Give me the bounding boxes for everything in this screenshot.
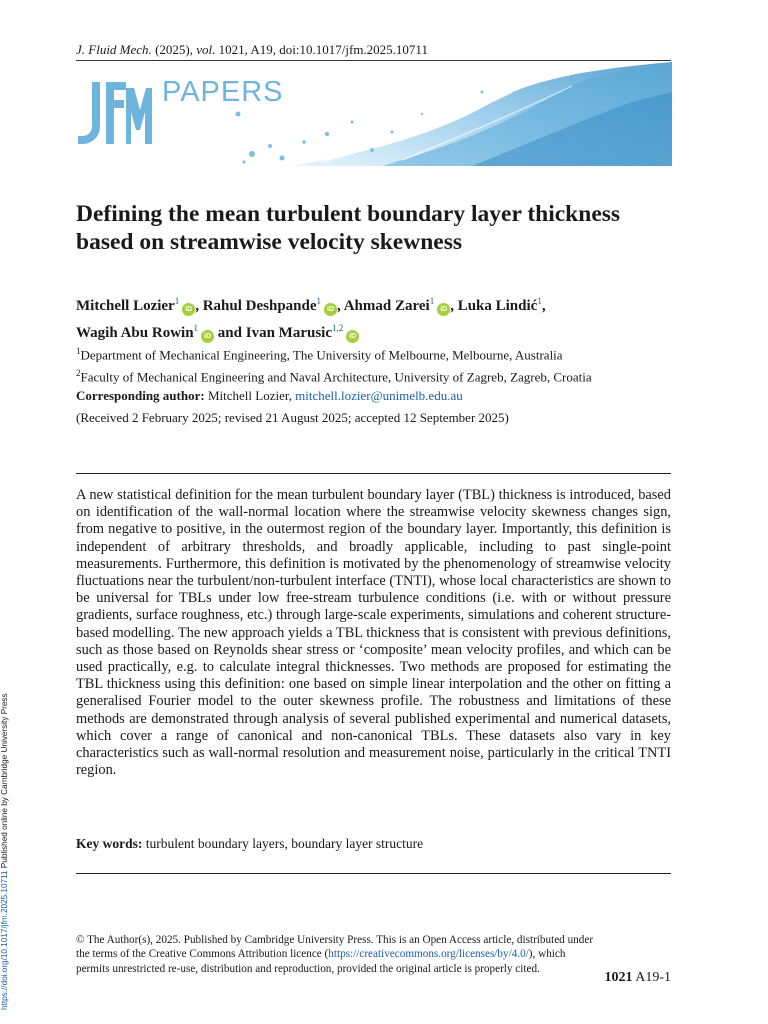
- abstract-top-rule: [76, 473, 671, 474]
- side-doi-notice: [0, 693, 9, 1010]
- author-separator: ,: [195, 298, 203, 314]
- affiliation-1: [76, 342, 696, 364]
- water-splash-image: [232, 62, 672, 166]
- affiliations: [76, 342, 696, 405]
- corresponding-email-link[interactable]: mitchell.lozier@unimelb.edu.au: [295, 387, 463, 403]
- journal-doi: 1021, A19, doi:10.1017/jfm.2025.10711: [218, 42, 428, 57]
- affiliation-2: [76, 364, 696, 386]
- affiliation-marker[interactable]: 1: [429, 296, 435, 306]
- header-rule: [76, 60, 671, 61]
- journal-citation: [76, 42, 428, 58]
- license-link[interactable]: https://creativecommons.org/licenses/by/4.0/: [328, 948, 529, 961]
- page-number: [604, 970, 671, 986]
- affiliation-marker[interactable]: 1: [316, 296, 322, 306]
- volume-label: vol.: [196, 42, 216, 57]
- paper-title: Defining the mean turbulent boundary layer thickness based on streamwise velocity skewness: [76, 201, 621, 255]
- abstract-text: A new statistical definition for the mean turbulent boundary layer (TBL) thickness is introduced, based on identification of the wall-normal location where the streamwise velocity skewness changes sign, from negative to positive, in the outermost region of the boundary layer. Importantly, this definition is independent of arbitrary thresholds, and broadly applicable, including to past single-point measurements. Furthermore, this definition is motivated by the phenomenology of streamwise velocity fluctuations near the turbulent/non-turbulent interface (TNTI), whose local characteristics are shown to be universal for TBLs under low free-stream turbulence conditions (i.e. with or without pressure gradients, surface roughness, etc.) through large-scale experiments, simulations and coherent structure-based modelling. The new approach yields a TBL thickness that is consistent with previous definitions, such as those based on Reynolds shear stress or ‘composite’ mean velocity profiles, and which can be used practically, e.g. to calculate integral thicknesses. Two methods are proposed for estimating the TBL thickness using this definition: one based on simple linear interpolation and the other on fitting a generalised Fourier model to the outer skewness profile. The robustness and limitations of these methods are demonstrated through analysis of several published experimental and numerical datasets, which cover a range of canonical and non-canonical TBLs. These datasets also vary in key characteristics such as wall-normal resolution and measurement noise, particularly in the critical TNTI region.: [76, 487, 671, 779]
- orcid-icon[interactable]: iD: [346, 330, 359, 343]
- orcid-icon[interactable]: iD: [182, 303, 195, 316]
- author-separator: ,: [541, 298, 546, 314]
- affiliation-marker[interactable]: 1,2: [331, 323, 344, 333]
- received-dates: (Received 2 February 2025; revised 21 August 2025; accepted 12 September 2025): [76, 410, 509, 425]
- author-name: Ivan Marusic: [245, 325, 332, 341]
- journal-name: J. Fluid Mech.: [76, 42, 152, 57]
- orcid-icon[interactable]: iD: [324, 303, 337, 316]
- corresponding-label: Corresponding author:: [76, 387, 205, 403]
- license-text-end: ), which permits unrestricted re-use, distribution and reproduction, provided the original article is properly cited.: [76, 948, 566, 975]
- author-separator: and: [214, 325, 246, 341]
- license-notice: [76, 933, 596, 976]
- license-text: © The Author(s), 2025. Published by Cambridge University Press. This is an Open Access article, distributed under the terms of the Creative Commons Attribution licence (: [76, 934, 594, 961]
- keywords: [76, 836, 423, 852]
- author-list: [76, 290, 676, 344]
- affiliation-number: 2: [76, 368, 81, 379]
- author-name: Ahmad Zarei: [343, 298, 430, 314]
- affiliation-text: Department of Mechanical Engineering, The University of Melbourne, Melbourne, Australia: [80, 347, 563, 363]
- affiliation-number: 1: [76, 346, 81, 356]
- journal-year: (2025),: [155, 42, 193, 57]
- jfm-logo: [76, 78, 152, 148]
- affiliation-marker[interactable]: 1: [193, 323, 199, 333]
- page-volume: 1021: [604, 970, 633, 985]
- orcid-icon[interactable]: iD: [437, 303, 450, 316]
- page-article: A19-1: [635, 970, 671, 985]
- orcid-icon[interactable]: iD: [201, 330, 214, 343]
- author-separator: ,: [450, 298, 458, 314]
- corresponding-author: [76, 387, 696, 405]
- affiliation-text: Faculty of Mechanical Engineering and Naval Architecture, University of Zagreb, Zagreb, Croatia: [80, 369, 592, 385]
- author-separator: ,: [337, 298, 344, 314]
- keywords-text: turbulent boundary layers, boundary layer structure: [145, 836, 424, 851]
- side-published-text: Published online by Cambridge University Press: [0, 693, 9, 871]
- author-name: Wagih Abu Rowin: [76, 325, 194, 341]
- affiliation-marker[interactable]: 1: [537, 296, 542, 306]
- author-name: Mitchell Lozier: [76, 298, 175, 314]
- author-name: Rahul Deshpande: [202, 298, 317, 314]
- keywords-label: Key words:: [76, 836, 143, 851]
- affiliation-marker[interactable]: 1: [174, 296, 180, 306]
- author-name: Luka Lindić: [457, 298, 538, 314]
- corresponding-name: Mitchell Lozier,: [207, 387, 292, 403]
- abstract-bottom-rule: [76, 873, 671, 874]
- papers-label: PAPERS: [162, 76, 284, 108]
- side-doi-link[interactable]: https://doi.org/10.1017/jfm.2025.10711: [0, 870, 9, 1010]
